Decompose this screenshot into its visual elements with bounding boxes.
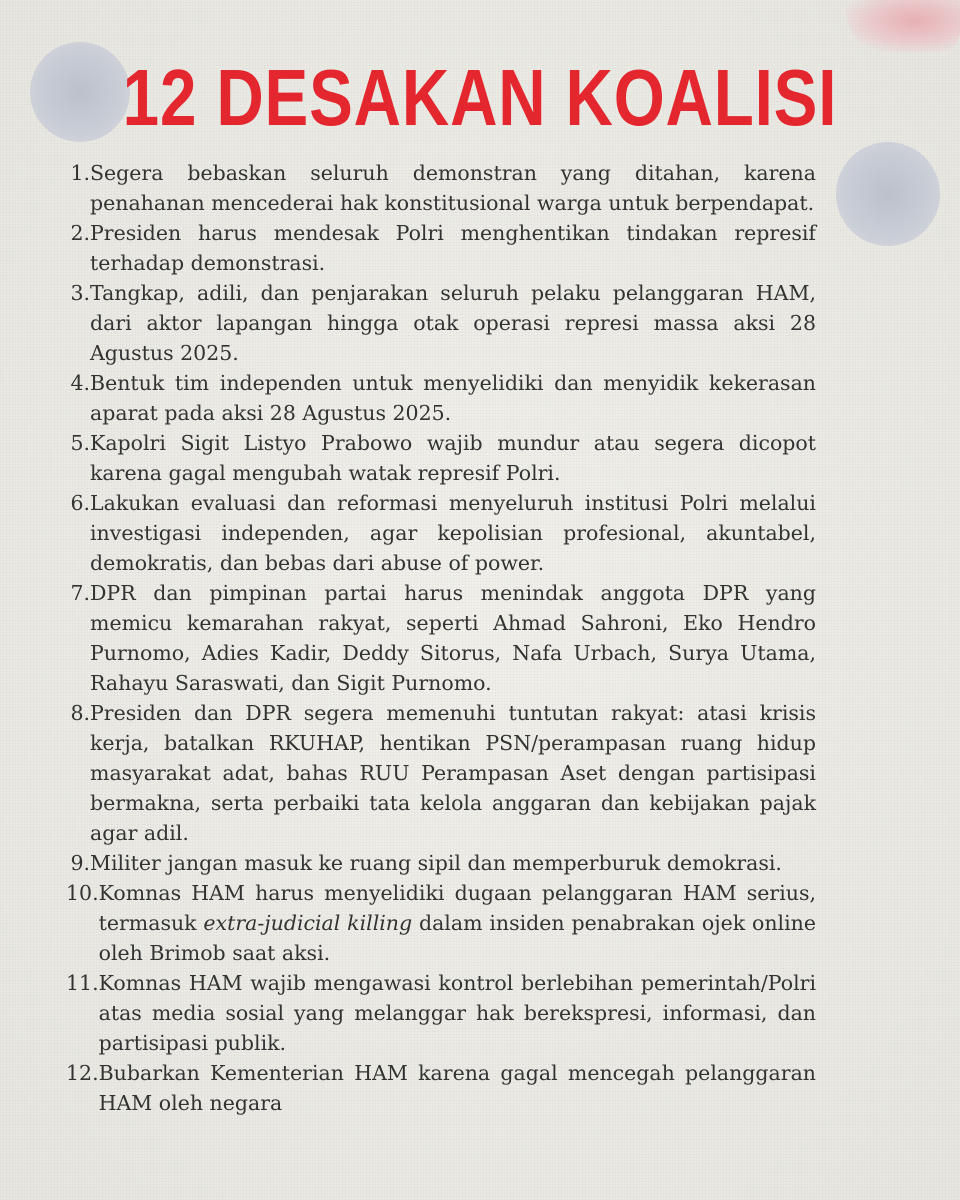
demand-text bbox=[99, 878, 816, 968]
demand-text: Bubarkan Kementerian HAM karena gagal mencegah pelanggaran HAM oleh negara bbox=[98, 1061, 816, 1115]
demand-item bbox=[66, 368, 816, 428]
demand-number: 10. bbox=[66, 881, 99, 905]
demand-text: Komnas HAM wajib mengawasi kontrol berlebihan pemerintah/Polri atas media sosial yang melanggar hak berekspresi, informasi, dan partisipasi publik. bbox=[98, 971, 816, 1055]
demand-item bbox=[66, 578, 816, 698]
demand-text: Kapolri Sigit Listyo Prabowo wajib mundur atau segera dicopot karena gagal mengubah watak represif Polri. bbox=[90, 431, 816, 485]
demand-text: DPR dan pimpinan partai harus menindak anggota DPR yang memicu kemarahan rakyat, seperti Ahmad Sahroni, Eko Hendro Purnomo, Adies Kadir, Deddy Sitorus, Nafa Urbach, Surya Utama, Rahayu Saraswati, dan Sigit Purnomo. bbox=[90, 581, 816, 695]
demand-text: Bentuk tim independen untuk menyelidiki dan menyidik kekerasan aparat pada aksi 28 Agustus 2025. bbox=[90, 371, 816, 425]
demand-item bbox=[66, 968, 816, 1058]
demand-text-part: Komnas HAM harus menyelidiki dugaan pelanggaran HAM serius, termasuk bbox=[98, 881, 816, 935]
demand-text: Tangkap, adili, dan penjarakan seluruh pelaku pelanggaran HAM, dari aktor lapangan hingga otak operasi represi massa aksi 28 Agustus 2025. bbox=[90, 281, 816, 365]
demand-number: 1. bbox=[70, 161, 90, 185]
demand-item bbox=[66, 1058, 816, 1118]
demand-text: Militer jangan masuk ke ruang sipil dan memperburuk demokrasi. bbox=[90, 851, 782, 875]
decorative-pink-splash bbox=[846, 0, 960, 52]
demand-item bbox=[66, 878, 816, 968]
demand-number: 8. bbox=[70, 701, 90, 725]
demand-number: 9. bbox=[70, 851, 90, 875]
poster-title: 12 DESAKAN KOALISI bbox=[122, 53, 838, 142]
demands-list bbox=[66, 158, 816, 1118]
demand-item bbox=[66, 158, 816, 218]
demand-item bbox=[66, 278, 816, 368]
demand-number: 7. bbox=[70, 581, 90, 605]
demand-number: 5. bbox=[70, 431, 90, 455]
demand-item bbox=[66, 428, 816, 488]
demand-number: 4. bbox=[70, 371, 90, 395]
demand-text: Segera bebaskan seluruh demonstran yang ditahan, karena penahanan mencederai hak konstitusional warga untuk berpendapat. bbox=[90, 161, 816, 215]
demand-item bbox=[66, 848, 816, 878]
demand-item bbox=[66, 218, 816, 278]
demand-item bbox=[66, 698, 816, 848]
demand-item bbox=[66, 488, 816, 578]
demand-number: 2. bbox=[70, 221, 90, 245]
decorative-dot-right bbox=[836, 142, 940, 246]
demand-number: 11. bbox=[66, 971, 99, 995]
demand-text-part: dalam insiden penabrakan ojek online oleh Brimob saat aksi. bbox=[98, 911, 816, 965]
demand-text-italic: extra-judicial killing bbox=[203, 911, 413, 935]
demand-text: Presiden harus mendesak Polri menghentikan tindakan represif terhadap demonstrasi. bbox=[90, 221, 816, 275]
demand-text: Presiden dan DPR segera memenuhi tuntutan rakyat: atasi krisis kerja, batalkan RKUHAP, hentikan PSN/perampasan ruang hidup masyarakat adat, bahas RUU Perampasan Aset dengan partisipasi bermakna, serta perbaiki tata kelola anggaran dan kebijakan pajak agar adil. bbox=[90, 701, 816, 845]
demand-number: 6. bbox=[70, 491, 90, 515]
demand-number: 12. bbox=[66, 1061, 99, 1085]
demand-number: 3. bbox=[70, 281, 90, 305]
demand-text: Lakukan evaluasi dan reformasi menyeluruh institusi Polri melalui investigasi independen, agar kepolisian profesional, akuntabel, demokratis, dan bebas dari abuse of power. bbox=[90, 491, 816, 575]
